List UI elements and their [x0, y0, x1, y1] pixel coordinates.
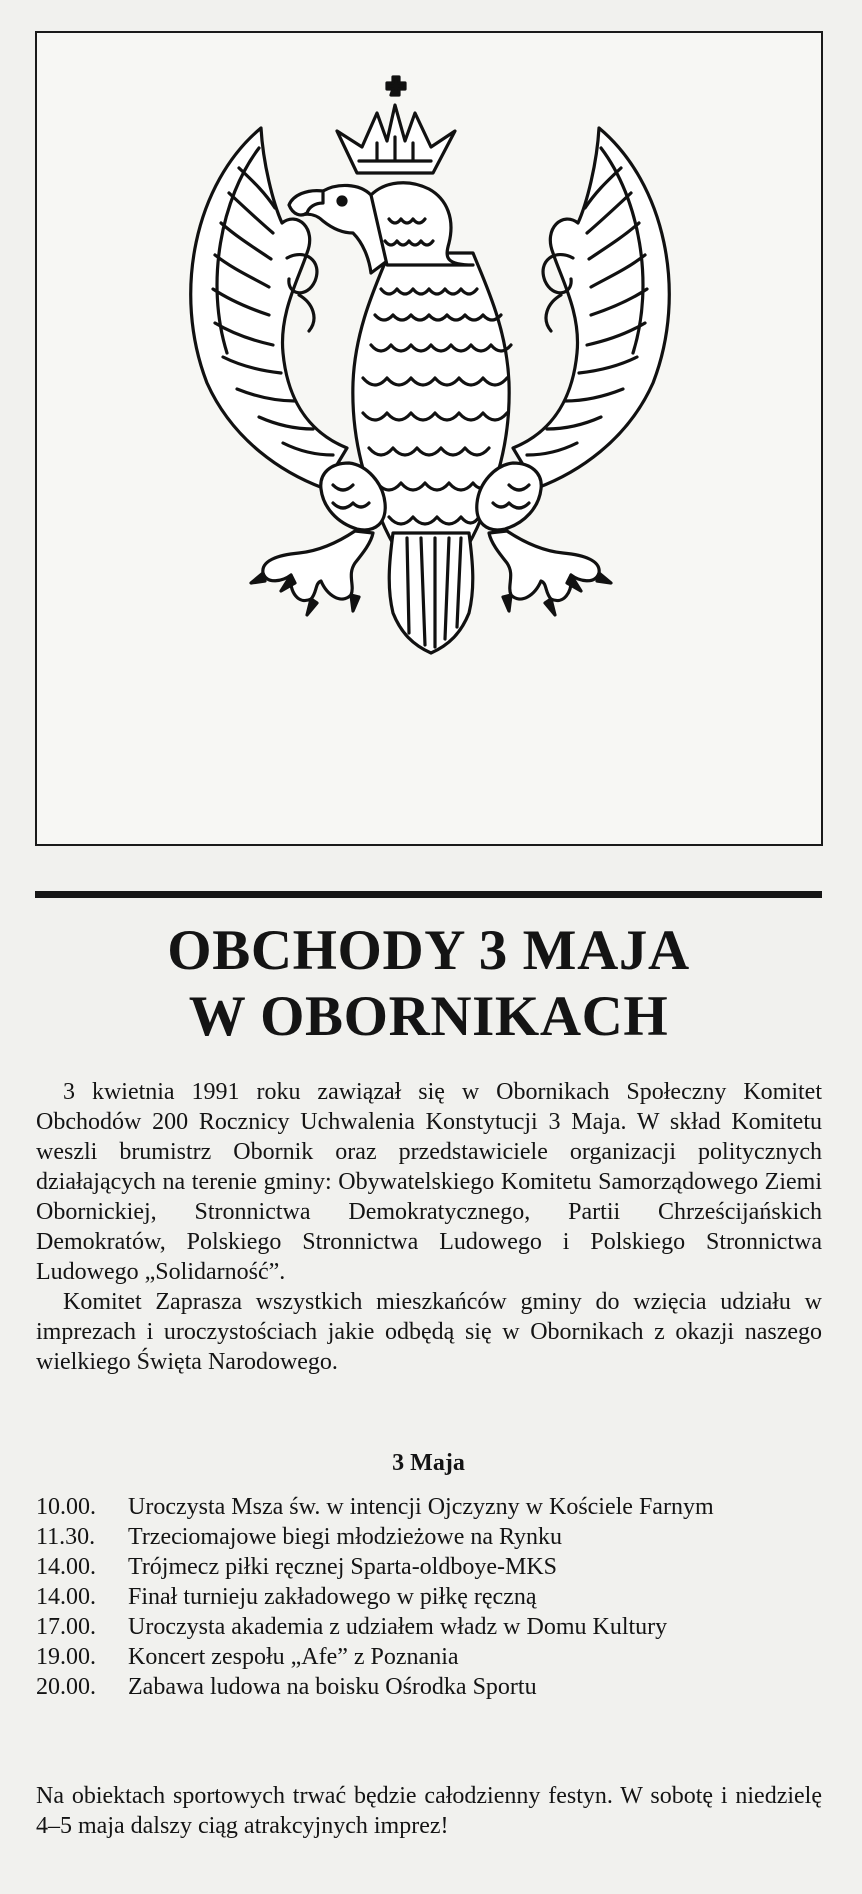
schedule-time: 19.00.	[36, 1644, 96, 1670]
section-divider	[35, 891, 822, 898]
schedule-event: Zabawa ludowa na boisku Ośrodka Sportu	[128, 1674, 537, 1700]
emblem-frame	[35, 31, 823, 846]
schedule-time: 17.00.	[36, 1614, 96, 1640]
schedule-item	[36, 1552, 822, 1582]
polish-crowned-eagle-icon	[37, 33, 825, 848]
schedule-item	[36, 1642, 822, 1672]
schedule-item	[36, 1612, 822, 1642]
closing-note: Na obiektach sportowych trwać będzie całodzienny festyn. W sobotę i niedzielę 4–5 maja dalszy ciąg atrakcyjnych imprez!	[36, 1783, 822, 1839]
schedule-time: 20.00.	[36, 1674, 96, 1700]
schedule-day-heading: 3 Maja	[392, 1450, 465, 1476]
schedule-time: 11.30.	[36, 1524, 96, 1550]
schedule-item	[36, 1672, 822, 1702]
title-line-2: W OBORNIKACH	[188, 985, 669, 1048]
schedule-item	[36, 1522, 822, 1552]
schedule-event: Trójmecz piłki ręcznej Sparta-oldboye-MKS	[128, 1554, 558, 1580]
paragraph-committee: 3 kwietnia 1991 roku zawiązał się w Obornikach Społeczny Komitet Obchodów 200 Rocznicy Uchwalenia Konstytucji 3 Maja. W skład Komitetu weszli brumistrz Obornik oraz przedstawiciele organizacji politycznych działających na terenie gminy: Obywatelskiego Komitetu Samorządowego Ziemi Obornickiej, Stronnictwa Demokratycznego, Partii Chrześcijańskich Demokratów, Polskiego Stronnictwa Ludowego i Polskiego Stronnictwa Ludowego „Solidarność”.	[36, 1079, 822, 1285]
schedule-event: Finał turnieju zakładowego w piłkę ręczną	[128, 1584, 537, 1610]
article-body	[36, 1077, 822, 1377]
schedule-item	[36, 1492, 822, 1522]
schedule-event: Uroczysta akademia z udziałem władz w Domu Kultury	[128, 1614, 668, 1640]
schedule-event: Uroczysta Msza św. w intencji Ojczyzny w Kościele Farnym	[128, 1494, 714, 1520]
schedule-time: 14.00.	[36, 1584, 96, 1610]
schedule-event: Trzeciomajowe biegi młodzieżowe na Rynku	[128, 1524, 563, 1550]
article-title	[35, 918, 822, 1050]
title-line-1: OBCHODY 3 MAJA	[167, 919, 690, 982]
schedule-time: 10.00.	[36, 1494, 96, 1520]
schedule-item	[36, 1582, 822, 1612]
schedule-event: Koncert zespołu „Afe” z Poznania	[128, 1644, 459, 1670]
schedule-time: 14.00.	[36, 1554, 96, 1580]
schedule-list	[36, 1492, 822, 1702]
paragraph-invitation: Komitet Zaprasza wszystkich mieszkańców gminy do wzięcia udziału w imprezach i uroczystościach jakie odbędą się w Obornikach z okazji naszego wielkiego Święta Narodowego.	[36, 1289, 822, 1375]
